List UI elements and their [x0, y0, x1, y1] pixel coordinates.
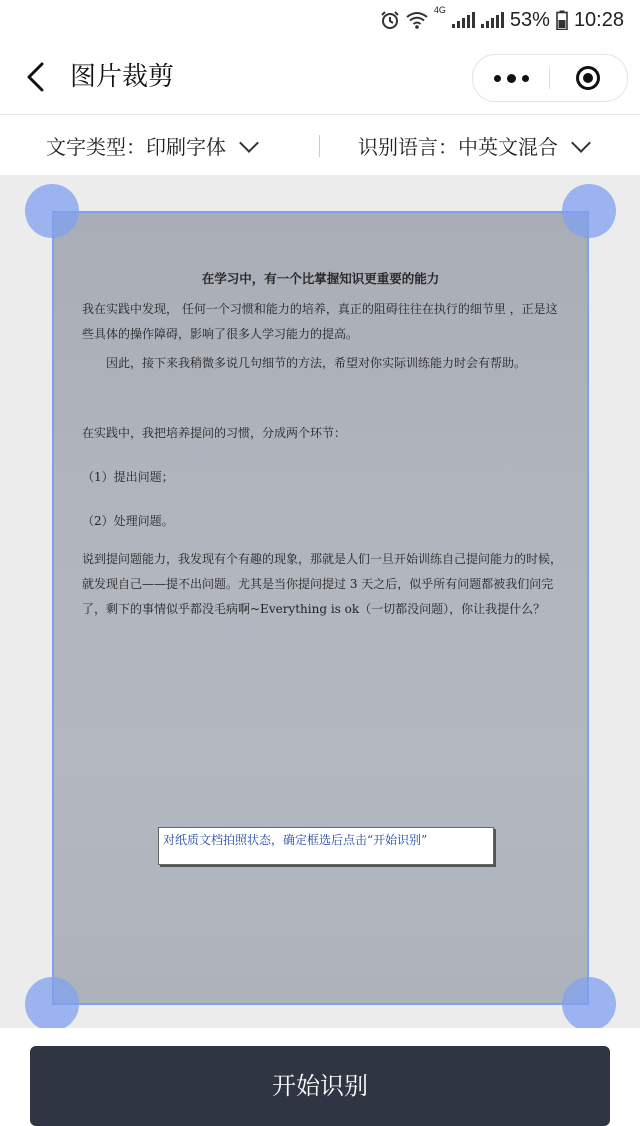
- doc-paragraph: 我在实践中发现， 任何一个习惯和能力的培养，真正的阻碍往往在执行的细节里 ，正是这些具体的操作障碍，影响了很多人学习能力的提高。: [82, 302, 558, 341]
- clock: 10:28: [573, 8, 624, 31]
- target-dot: [583, 73, 593, 83]
- capsule-box: [472, 54, 628, 102]
- crop-handle-top-left[interactable]: [25, 184, 79, 238]
- language-label: 识别语言：中英文混合: [358, 135, 558, 159]
- doc-paragraph: （1）提出问题；: [82, 470, 174, 484]
- signal-icon: [452, 12, 475, 28]
- doc-paragraph: （2）处理问题。: [82, 514, 174, 528]
- bottom-bar: [0, 1028, 640, 1100]
- battery-icon: [556, 10, 568, 30]
- more-dot: [507, 74, 516, 83]
- battery-percent: 53%: [509, 8, 550, 31]
- close-button[interactable]: [550, 55, 626, 101]
- doc-paragraph: 在实践中，我把培养提问的习惯，分成两个环节：: [82, 426, 347, 440]
- signal-icon-2: [481, 12, 504, 28]
- document-photo: [52, 211, 589, 1005]
- recognition-options: [0, 115, 640, 175]
- document-title: 在学习中，有一个比掌握知识更重要的能力: [201, 271, 440, 286]
- target-icon: [576, 66, 600, 90]
- chevron-down-icon: [239, 133, 259, 153]
- more-button[interactable]: [473, 55, 549, 101]
- network-label: 4G: [433, 5, 446, 15]
- doc-paragraph: 说到提问题能力，我发现有个有趣的现象，那就是人们一旦开始训练自己提问能力的时候，就发现自己——提不出问题。尤其是当你提问提过 3 天之后，似乎所有问题都被我们问完了，剩下的事情似乎都没毛病啊~Everything is ok（一切都没问题），你让我提什么？: [82, 552, 563, 616]
- more-dot: [522, 75, 529, 82]
- alarm-icon: [380, 10, 400, 30]
- more-dots-icon: [494, 75, 501, 82]
- back-arrow-icon[interactable]: [22, 62, 52, 92]
- crop-area[interactable]: [0, 175, 640, 1028]
- crop-handle-bottom-left[interactable]: [25, 977, 79, 1031]
- text-type-label: 文字类型：印刷字体: [46, 135, 226, 159]
- doc-paragraph: 因此，接下来我稍微多说几句细节的方法，希望对你实际训练能力时会有帮助。: [106, 356, 527, 370]
- start-recognition-button[interactable]: 开始识别: [30, 1046, 610, 1126]
- crop-handle-top-right[interactable]: [562, 184, 616, 238]
- text-type-dropdown[interactable]: [46, 131, 256, 160]
- options-divider: [319, 135, 320, 157]
- hint-box: 对纸质文档拍照状态，确定框选后点击“开始识别”: [158, 827, 494, 865]
- nav-bar: [0, 40, 640, 115]
- status-icons: [380, 6, 624, 34]
- page-title: 图片裁剪: [70, 62, 175, 92]
- language-dropdown[interactable]: [358, 131, 588, 160]
- crop-handle-bottom-right[interactable]: [562, 977, 616, 1031]
- status-bar: [0, 0, 640, 40]
- chevron-down-icon: [571, 133, 591, 153]
- wifi-icon: [406, 11, 428, 29]
